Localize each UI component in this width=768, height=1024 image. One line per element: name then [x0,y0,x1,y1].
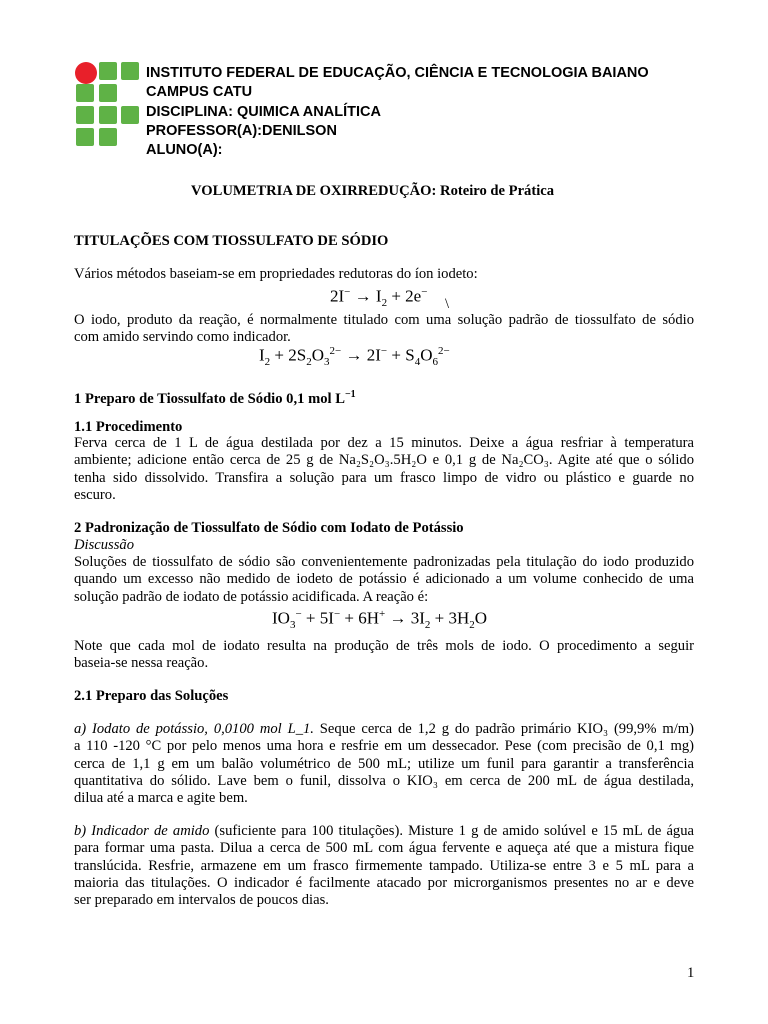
text-line: Soluções de tiossulfato de sódio são convenientemente padronizadas pela titulação do iodo produzido [74,554,694,570]
text-line: a 110 -120 °C por pelo menos uma hora e resfrie em um dessecador. Pese (com precisão de 0,1 mg) [74,738,694,755]
document-title: VOLUMETRIA DE OXIRREDUÇÃO: Roteiro de Prática [191,183,555,199]
discipline: DISCIPLINA: QUIMICA ANALÍTICA [146,103,381,120]
section-2-subheading: Discussão [74,537,134,553]
section-2-heading: 2 Padronização de Tiossulfato de Sódio com Iodato de Potássio [74,520,464,536]
logo-square [99,128,117,146]
text-line: baseia-se nessa reação. [74,655,209,672]
text-line: escuro. [74,486,116,503]
logo-square [76,106,94,124]
section-2-1-heading: 2.1 Preparo das Soluções [74,688,229,704]
text-line: para formar uma pasta. Dilua a cerca de 500 mL com água fervente e aqueça até que a mistura fique [74,840,694,857]
section-heading: TITULAÇÕES COM TIOSSULFATO DE SÓDIO [74,233,389,249]
text-line: ser preparado em intervalos de poucos dias. [74,892,329,909]
text-line: a) Iodato de potássio, 0,0100 mol L_1. Seque cerca de 1,2 g do padrão primário KIO₃ (99,9% m/m) [74,721,694,737]
text-line: quando um excesso não medido de iodeto de potássio é adicionado a um volume conhecido de uma [74,571,694,588]
logo-square [76,84,94,102]
document-header [146,64,649,160]
text-line: O iodo, produto da reação, é normalmente titulado com uma solução padrão de tiossulfato de sódio [74,312,694,328]
logo-square [99,62,117,80]
student: ALUNO(A): [146,142,223,159]
paragraph-discussion [74,554,694,606]
text-line: maioria das titulações. O indicador é facilmente atacado por microrganismos presentes no ar e deve [74,874,694,891]
paragraph-procedure [74,435,694,504]
equation-iodide-oxidation: $2I^- \to I_2 + 2e^-$ [330,286,428,310]
text-line: dilua até a marca e agite bem. [74,790,248,807]
item-a-label: a) Iodato de potássio, 0,0100 mol L_1. [74,721,314,737]
text-line: ambiente; adicione então cerca de 25 g de Na₂S₂O₃.5H₂O e 0,1 g de Na₂CO₃. Agite até que o sólido [74,452,694,469]
stray-backslash: \ [445,296,450,312]
paragraph-note [74,638,694,673]
logo-square [99,106,117,124]
section-1-1-heading: 1.1 Procedimento [74,419,183,435]
text-line: b) Indicador de amido (suficiente para 100 titulações). Misture 1 g de amido solúvel e 15 mL de água [74,823,694,839]
text-line: Ferva cerca de 1 L de água destilada por dez a 15 minutos. Deixe a água resfriar à temperatura [74,435,694,451]
equation-thiosulfate: $I_2 + 2S_2O_3^{2-} \to 2I^- + S_4O_6^{2-}$ [259,345,450,369]
page-number: 1 [687,965,695,981]
equation-iodate: $IO_3^- + 5I^- + 6H^+ \to 3I_2 + 3H_2O$ [272,608,488,632]
logo-square [121,62,139,80]
paragraph-iodo [74,312,694,347]
text-line: tenha sido dissolvido. Transfira a solução para um frasco limpo de vidro ou plástico e guarde no [74,469,694,486]
paragraph-starch-indicator [74,823,694,909]
intro-text: Vários métodos baseiam-se em propriedades redutoras do íon iodeto: [74,266,478,282]
text-line: Note que cada mol de iodato resulta na produção de três mols de iodo. O procedimento a seguir [74,638,694,654]
paragraph-iodate-solution [74,721,694,807]
professor: PROFESSOR(A):DENILSON [146,122,337,139]
text-line: solução padrão de iodato de potássio acidificada. A reação é: [74,588,429,605]
logo-red-circle [75,62,97,84]
section-1-heading: 1 Preparo de Tiossulfato de Sódio 0,1 mol $L^{-1}$ [74,389,356,407]
item-b-label: b) Indicador de amido [74,823,210,839]
institute-logo [75,62,141,148]
text-line: com amido servindo como indicador. [74,329,291,346]
logo-square [99,84,117,102]
campus-name: CAMPUS CATU [146,84,253,101]
logo-square [121,106,139,124]
text-line: translúcida. Resfrie, armazene em um frasco firmemente tampado. Utiliza-se entre 3 e 5 mL para a [74,857,694,874]
text-line: cerca de 1,1 g em um balão volumétrico de 500 mL; utilize um funil para garantir a transferência [74,755,694,772]
logo-square [76,128,94,146]
institute-name: INSTITUTO FEDERAL DE EDUCAÇÃO, CIÊNCIA E TECNOLOGIA BAIANO [146,65,649,81]
text-line: quantitativa do sólido. Lave bem o funil, dissolva o KIO₃ em cerca de 200 mL de água destilada, [74,772,694,789]
